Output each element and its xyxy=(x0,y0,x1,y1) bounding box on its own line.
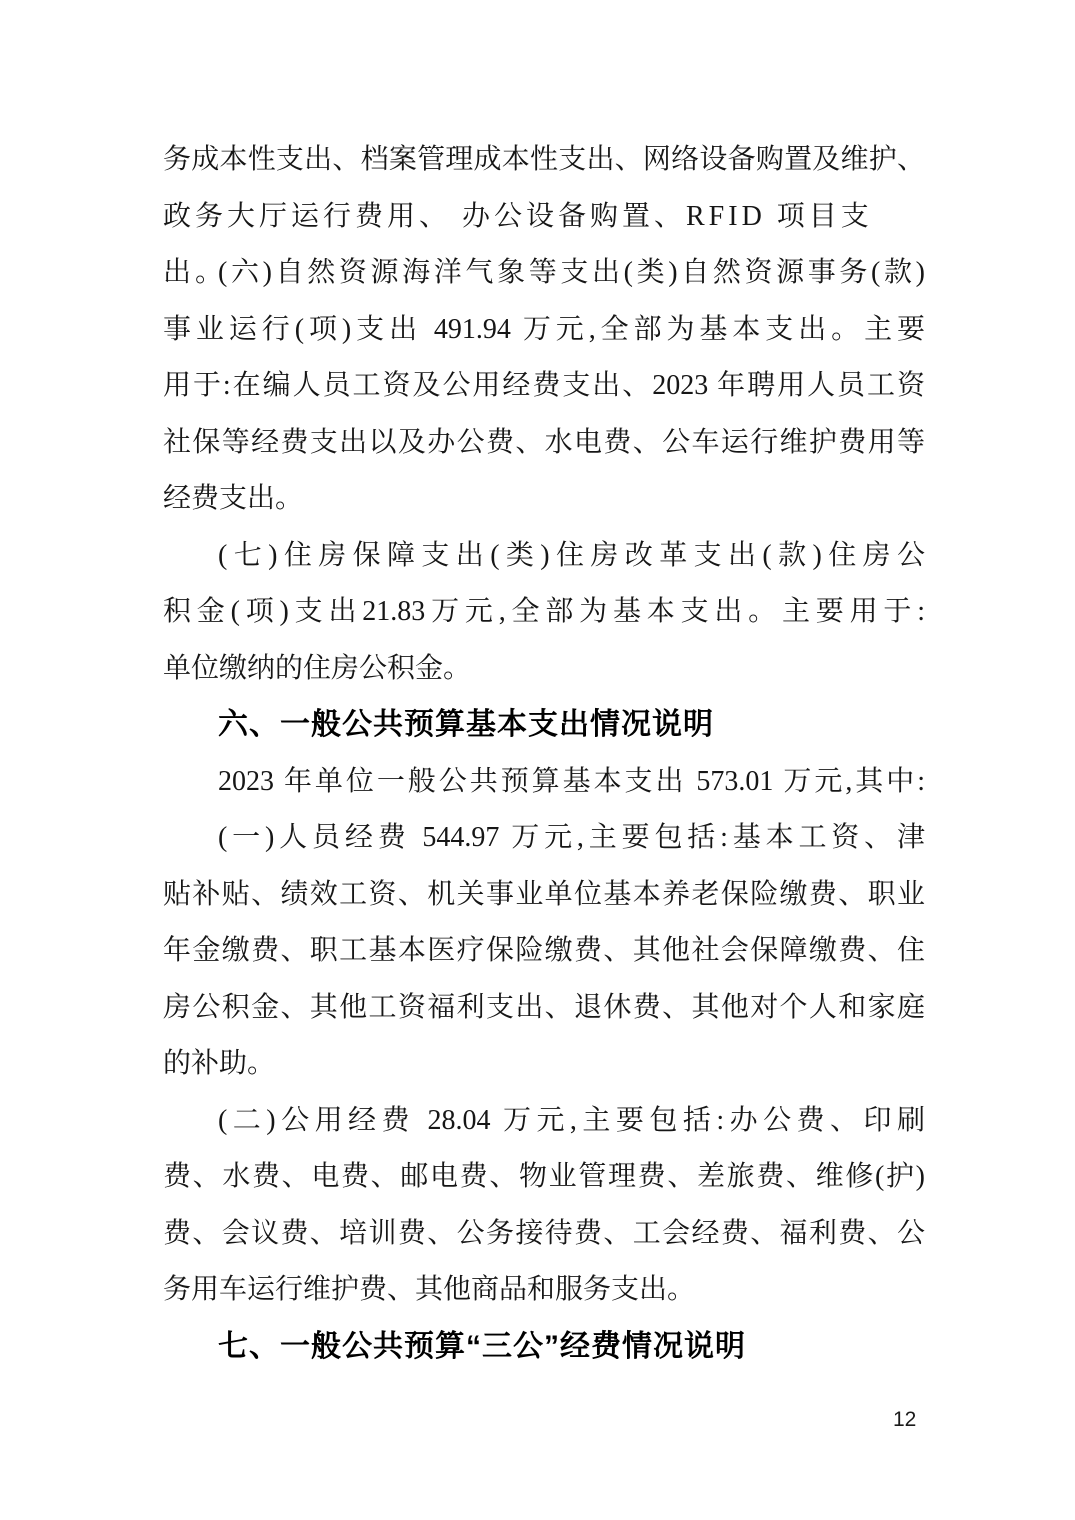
text-line: 贴补贴、绩效工资、机关事业单位基本养老保险缴费、职业 xyxy=(163,878,925,910)
text-line: 事业运行(项)支出 491.94 万元,全部为基本支出。主要 xyxy=(163,313,925,345)
text-line: 积金(项)支出21.83万元,全部为基本支出。主要用于: xyxy=(163,596,925,627)
text-line: 用于:在编人员工资及公用经费支出、2023 年聘用人员工资 xyxy=(163,370,925,401)
text-line: 房公积金、其他工资福利支出、退休费、其他对个人和家庭 xyxy=(163,991,925,1023)
text-line: (七)住房保障支出(类)住房改革支出(款)住房公 xyxy=(218,539,925,571)
text-line: (二)公用经费 28.04 万元,主要包括:办公费、印刷 xyxy=(218,1104,925,1136)
text-line: 政务大厅运行费用、 办公设备购置、RFID 项目支出。 xyxy=(163,200,873,288)
text-line: 年金缴费、职工基本医疗保险缴费、其他社会保障缴费、住 xyxy=(163,935,925,966)
text-line: 单位缴纳的住房公积金。 xyxy=(163,652,472,684)
text-line: (六)自然资源海洋气象等支出(类)自然资源事务(款) xyxy=(218,257,925,288)
text-line: (一)人员经费 544.97 万元,主要包括:基本工资、津 xyxy=(218,822,925,853)
text-line: 务成本性支出、档案管理成本性支出、网络设备购置及维护、 xyxy=(163,144,925,175)
text-line: 费、水费、电费、邮电费、物业管理费、差旅费、维修(护) xyxy=(163,1161,925,1192)
page-number: 12 xyxy=(893,1408,917,1431)
section-heading-7: 七、一般公共预算“三公”经费情况说明 xyxy=(218,1329,746,1363)
text-line: 社保等经费支出以及办公费、水电费、公车运行维护费用等 xyxy=(163,426,925,458)
text-line: 的补助。 xyxy=(163,1048,276,1079)
text-line: 经费支出。 xyxy=(163,483,304,514)
document-body xyxy=(163,132,925,1375)
text-line: 2023 年单位一般公共预算基本支出 573.01 万元,其中: xyxy=(218,765,925,797)
text-line: 费、会议费、培训费、公务接待费、工会经费、福利费、公 xyxy=(163,1217,925,1249)
text-line: 务用车运行维护费、其他商品和服务支出。 xyxy=(163,1274,696,1305)
section-heading-6: 六、一般公共预算基本支出情况说明 xyxy=(218,708,714,741)
